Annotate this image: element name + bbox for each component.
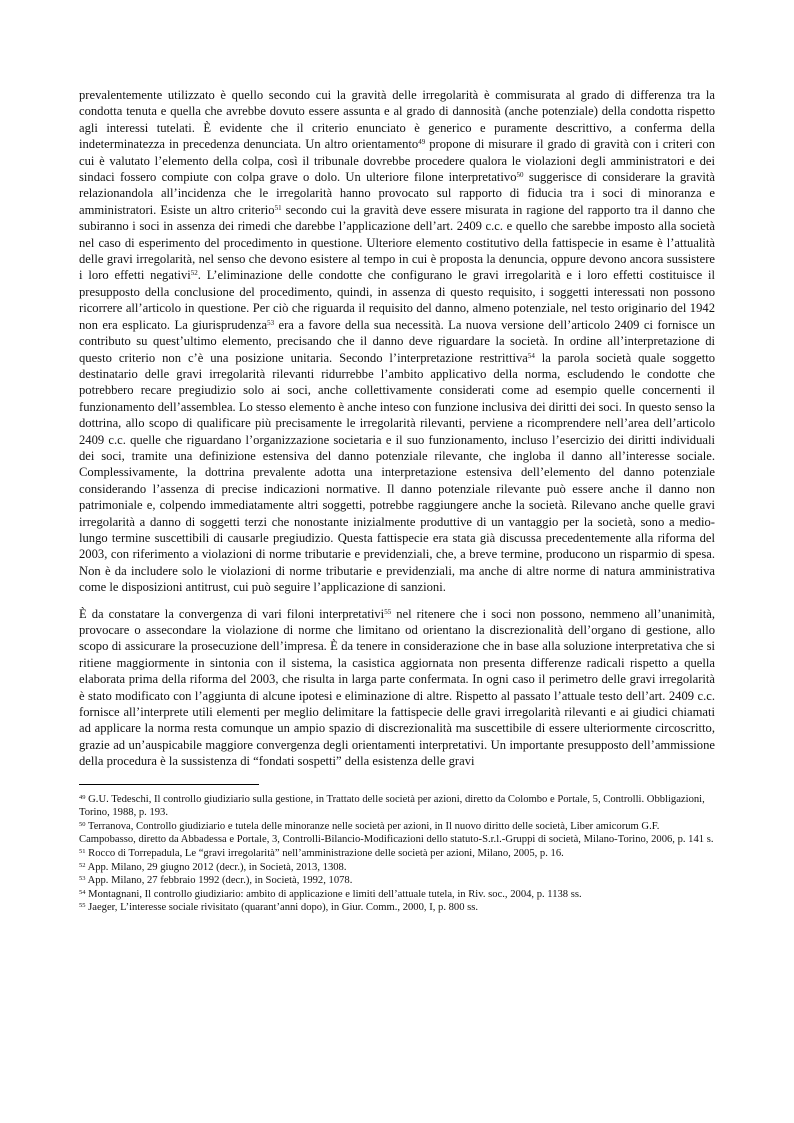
- footnote-text: Montagnani, Il controllo giudiziario: ambito di applicazione e limiti dell’attuale tutela, in Riv. soc., 2004, p. 1138 ss.: [85, 888, 582, 900]
- body-paragraph: [79, 606, 715, 770]
- body-paragraph: [79, 87, 715, 596]
- footnote: [79, 874, 715, 888]
- footnote-number: 50: [79, 820, 86, 828]
- paragraph-text: nel ritenere che i soci non possono, nemmeno all’unanimità, provocare o assecondare la violazione di norme che limitano od orientano la discrezionalità dell’organo di gestione, allo scopo di assicurare la prosecuzione dell’impresa. È da tenere in considerazione che in base alla soluzione interpretativa che si ritiene maggiormente in sintonia con il sistema, la casistica aggiornata non presenta differenze radicali rispetto a quella elaborata prima della riforma del 2003, che risulta in larga parte confermata. In ogni caso il perimetro delle gravi irregolarità è stato modificato con l’aggiunta di alcune ipotesi e eliminazione di altre. Rispetto al passato l’attuale testo dell’art. 2409 c.c. fornisce all’interprete utili elementi per meglio delimitare la fattispecie delle gravi irregolarità rilevanti e ai giudici chiamati ad applicare la norma resta comunque un ampio spazio di discrezionalità ma suscettibile di essere ulteriormente circoscritto, grazie ad un’auspicabile maggiore convergenza degli orientamenti interpretativi. Un importante presupposto dell’ammissione della procedura è la sussistenza di “fondati sospetti” della esistenza delle gravi: [79, 606, 715, 769]
- footnotes: [79, 793, 715, 915]
- footnote-number: 54: [79, 888, 86, 896]
- footnote-text: App. Milano, 27 febbraio 1992 (decr.), in Società, 1992, 1078.: [85, 875, 353, 887]
- footnote-number: 51: [79, 848, 86, 856]
- body-text: [79, 87, 715, 770]
- footnote-separator: [79, 784, 259, 785]
- footnote-reference: 54: [527, 351, 535, 360]
- footnote-reference: 51: [274, 203, 282, 212]
- footnote: [79, 861, 715, 875]
- footnote-reference: 52: [190, 269, 198, 278]
- paragraph-text: È da constatare la convergenza di vari filoni interpretativi: [79, 606, 385, 621]
- footnote: [79, 901, 715, 915]
- paragraph-text: era a favore della sua necessità. La nuova versione dell’articolo 2409 ci fornisce un contributo su quest’ultimo elemento, precisando che il danno deve riguardare la società. In ordine all’interpretazione di questo criterio non c’è una posizione unitaria. Secondo l’interpretazione restrittiva: [79, 317, 715, 365]
- footnote-reference: 53: [267, 318, 275, 327]
- footnote: [79, 820, 715, 847]
- footnote-text: G.U. Tedeschi, Il controllo giudiziario sulla gestione, in Trattato delle società per azioni, diretto da Colombo e Portale, 5, Controlli. Obbligazioni, Torino, 1988, p. 193.: [79, 793, 705, 819]
- paragraph-text: secondo cui la gravità deve essere misurata in ragione del rapporto tra il danno che subiranno i soci in assenza dei rimedi che darebbe l’applicazione dell’art. 2409 c.c. e quello che sarebbe imposto alla società nel caso di esperimento del procedimento in questione. Ulteriore elemento costitutivo della fattispecie in esame è l’attualità delle gravi irregolarità, nel senso che devono esistere al tempo in cui è proposta la denuncia, oppure devono ancora sussistere i loro effetti negativi: [79, 202, 715, 283]
- footnote-text: Terranova, Controllo giudiziario e tutela delle minoranze nelle società per azioni, in Il nuovo diritto delle società, Liber amicorum G.F. Campobasso, diretto da Abbadessa e Portale, 3, Controlli-Bilancio-Modificazioni dello statuto-S.r.l.-Gruppi di società, Milano-Torino, 2006, p. 141 s.: [79, 820, 714, 846]
- footnote-reference: 50: [516, 171, 524, 180]
- paragraph-text: la parola società quale soggetto destinatario delle gravi irregolarità rilevanti ridurrebbe l’ambito applicativo della norma, escludendo le condotte che potrebbero recare pregiudizio solo ai soci, anche collettivamente considerati come ad esempio quelle concernenti il funzionamento dell’assemblea. Lo stesso elemento è anche inteso con funzione inclusiva dei diritti dei soci. In questo senso la dottrina, allo scopo di qualificare più precisamente le irregolarità rilevanti, perviene a ricomprendere nell’area dell’articolo 2409 c.c. quelle che riguardano l’organizzazione societaria e il suo funzionamento, incluso l’esercizio dei diritti individuali dei soci, tramite una definizione estensiva del danno potenziale rilevante, che ingloba il danno all’interesse sociale. Complessivamente, la dottrina prevalente adotta una interpretazione estensiva dell’elemento del danno potenziale considerando l’assenza di precise indicazioni normative. Il danno potenziale rilevante può essere anche il danno non patrimoniale e, colpendo immediatamente altri soggetti, potrebbe raggiungere anche la società. Rilevano anche quelle gravi irregolarità a danno di soggetti terzi che nonostante inizialmente produttive di un vantaggio per la società, sono a medio-lungo termine suscettibili di causarle pregiudizio. Questa fattispecie era stata già discussa precedentemente alla riforma del 2003, con riferimento a violazioni di norme tributarie e previdenziali, che, a breve termine, producono un risparmio di spesa. Non è da includere solo le violazioni di norme tributarie e previdenziali, ma anche di altre norme di natura amministrativa come le disposizioni antitrust, cui può seguire l’applicazione di sanzioni.: [79, 350, 715, 595]
- paragraph-text: . L’eliminazione delle condotte che configurano le gravi irregolarità e i loro effetti costituisce il presupposto della conclusione del procedimento, quindi, in assenza di questo requisito, i soggetti interessati non possono ricorrere all’articolo in questione. Per ciò che riguarda il requisito del danno, almeno potenziale, nel testo originario del 1942 non era esplicato. La giurisprudenza: [79, 268, 716, 332]
- footnote-number: 52: [79, 861, 86, 869]
- paragraph-text: prevalentemente utilizzato è quello secondo cui la gravità delle irregolarità è commisurata al grado di differenza tra la condotta tenuta e quella che avrebbe dovuto essere assunta e al grado di dannosità (anche potenziale) della condotta rispetto agli interessi tutelati. È evidente che il criterio enunciato è generico e puramente descrittivo, a conferma della indeterminatezza in precedenza denunciata. Un altro orientamento: [79, 88, 715, 152]
- document-page: [79, 87, 715, 915]
- footnote-text: App. Milano, 29 giugno 2012 (decr.), in Società, 2013, 1308.: [85, 861, 347, 873]
- footnote-text: Jaeger, L’interesse sociale rivisitato (quarant’anni dopo), in Giur. Comm., 2000, I, p. 800 ss.: [85, 902, 479, 914]
- footnote-reference: 49: [418, 138, 426, 147]
- footnote-text: Rocco di Torrepadula, Le “gravi irregolarità” nell’amministrazione delle società per azioni, Milano, 2005, p. 16.: [85, 848, 564, 860]
- footnote: [79, 793, 715, 820]
- footnote: [79, 847, 715, 861]
- footnote-number: 53: [79, 875, 86, 883]
- paragraph-text: propone di misurare il grado di gravità con i criteri con cui è valutato l’elemento della colpa, così il tribunale dovrebbe procedere qualora le violazioni degli amministratori e dei sindaci fossero compiute con colpa grave o dolo. Un ulteriore filone interpretativo: [79, 137, 715, 185]
- footnote-number: 49: [79, 793, 86, 801]
- footnote: [79, 888, 715, 902]
- footnote-number: 55: [79, 902, 86, 910]
- footnote-reference: 55: [384, 607, 392, 616]
- paragraph-text: suggerisce di considerare la gravità relazionandola all’incidenza che le irregolarità hanno provocato sul rapporto di fiducia tra i soci di minoranza e amministratori. Esiste un altro criterio: [79, 170, 715, 217]
